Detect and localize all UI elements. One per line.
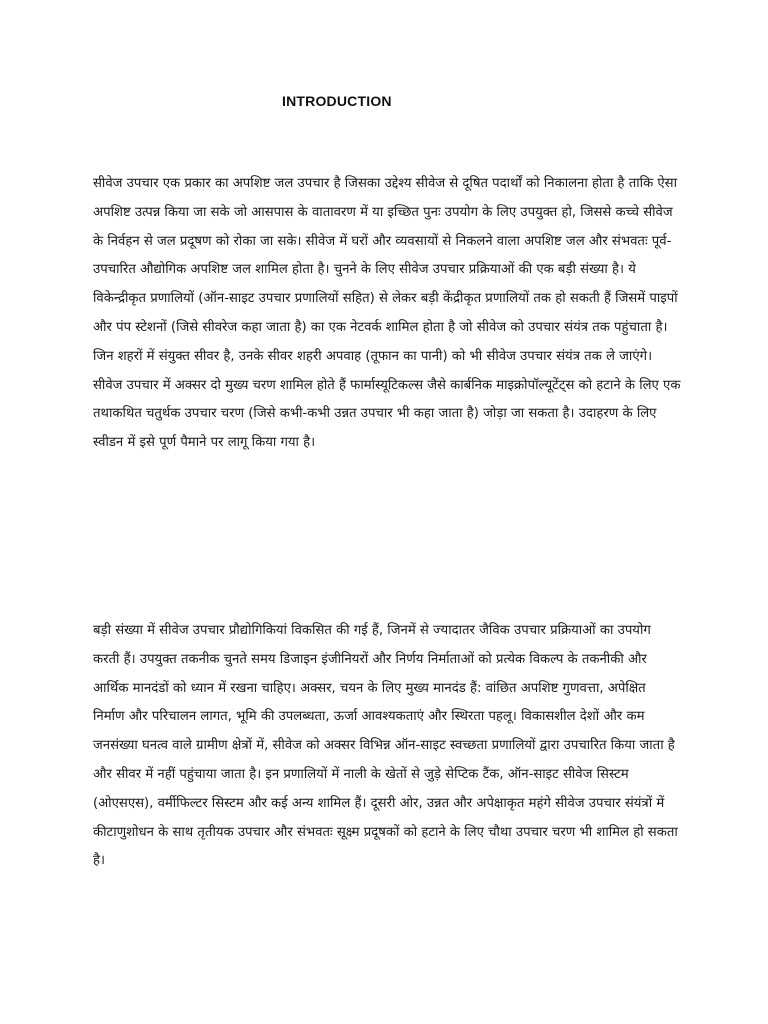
- paragraph-sewage-treatment-overview: सीवेज उपचार एक प्रकार का अपशिष्ट जल उपचार है जिसका उद्देश्य सीवेज से दूषित पदार्थों को निकालना होता है ताकि ऐसा अपशिष्ट उत्पन्न किया जा सके जो आसपास के वातावरण में या इच्छित पुनः उपयोग के लिए उपयुक्त हो, जिससे कच्चे सीवेज के निर्वहन से जल प्रदूषण को रोका जा सके। सीवेज में घरों और व्यवसायों से निकलने वाला अपशिष्ट जल और संभवतः पूर्व-उपचारित औद्योगिक अपशिष्ट जल शामिल होता है। चुनने के लिए सीवेज उपचार प्रक्रियाओं की एक बड़ी संख्या है। ये विकेन्द्रीकृत प्रणालियों (ऑन-साइट उपचार प्रणालियों सहित) से लेकर बड़ी केंद्रीकृत प्रणालियों तक हो सकती हैं जिसमें पाइपों और पंप स्टेशनों (जिसे सीवरेज कहा जाता है) का एक नेटवर्क शामिल होता है जो सीवेज को उपचार संयंत्र तक पहुंचाता है। जिन शहरों में संयुक्त सीवर है, उनके सीवर शहरी अपवाह (तूफान का पानी) को भी सीवेज उपचार संयंत्र तक ले जाएंगे। सीवेज उपचार में अक्सर दो मुख्य चरण शामिल होते हैं फार्मास्यूटिकल्स जैसे कार्बनिक माइक्रोपॉल्यूटेंट्स को हटाने के लिए एक तथाकथित चतुर्थक उपचार चरण (जिसे कभी-कभी उन्नत उपचार भी कहा जाता है) जोड़ा जा सकता है। उदाहरण के लिए स्वीडन में इसे पूर्ण पैमाने पर लागू किया गया है।: [93, 176, 681, 451]
- paragraph-treatment-technologies: बड़ी संख्या में सीवेज उपचार प्रौद्योगिकियां विकसित की गई हैं, जिनमें से ज्यादातर जैविक उपचार प्रक्रियाओं का उपयोग करती हैं। उपयुक्त तकनीक चुनते समय डिजाइन इंजीनियरों और निर्णय निर्माताओं को प्रत्येक विकल्प के तकनीकी और आर्थिक मानदंडों को ध्यान में रखना चाहिए। अक्सर, चयन के लिए मुख्य मानदंड हैं: वांछित अपशिष्ट गुणवत्ता, अपेक्षित निर्माण और परिचालन लागत, भूमि की उपलब्धता, ऊर्जा आवश्यकताएं और स्थिरता पहलू। विकासशील देशों और कम जनसंख्या घनत्व वाले ग्रामीण क्षेत्रों में, सीवेज को अक्सर विभिन्न ऑन-साइट स्वच्छता प्रणालियों द्वारा उपचारित किया जाता है और सीवर में नहीं पहुंचाया जाता है। इन प्रणालियों में नाली के खेतों से जुड़े सेप्टिक टैंक, ऑन-साइट सीवेज सिस्टम (ओएसएस), वर्मीफिल्टर सिस्टम और कई अन्य शामिल हैं। दूसरी ओर, उन्नत और अपेक्षाकृत महंगे सीवेज उपचार संयंत्रों में कीटाणुशोधन के साथ तृतीयक उपचार और संभवतः सूक्ष्म प्रदूषकों को हटाने के लिए चौथा उपचार चरण भी शामिल हो सकता है।: [93, 623, 678, 869]
- document-title: INTRODUCTION: [282, 93, 392, 109]
